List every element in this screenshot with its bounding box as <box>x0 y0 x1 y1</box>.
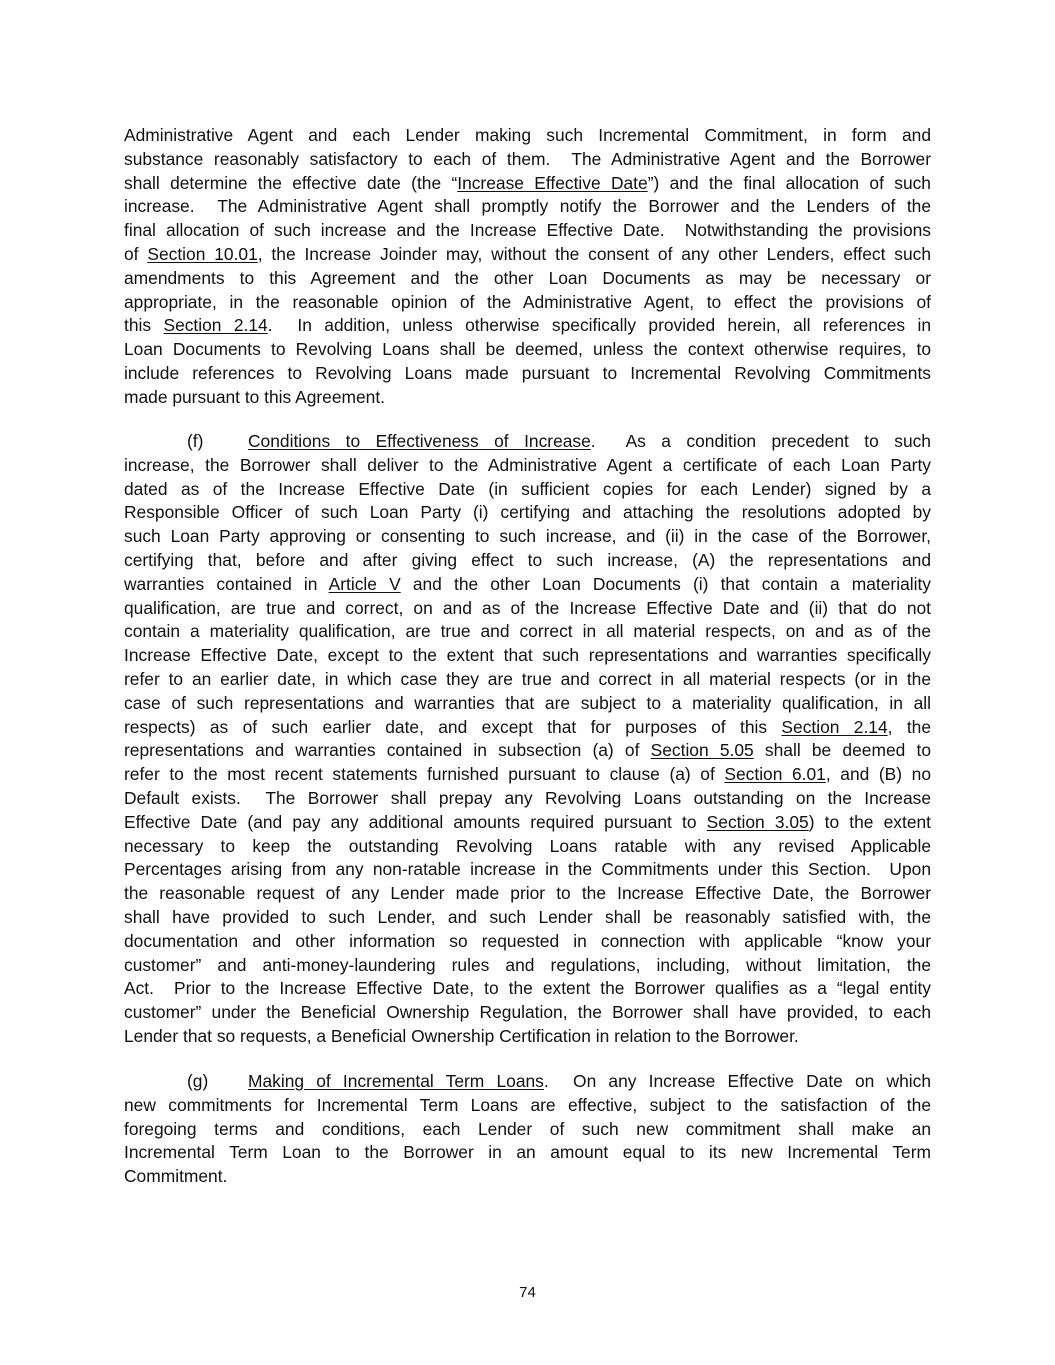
text-run: qualification, are true and correct, on and as of the Increase Effective Date and (ii) that do not <box>124 597 931 618</box>
text-run: customer” under the Beneficial Ownership Regulation, the Borrower shall have provided, to each <box>124 1002 931 1023</box>
text-line <box>124 930 931 954</box>
text-run: Effective Date (and pay any additional amounts required pursuant to <box>124 811 707 832</box>
text-run: . On any Increase Effective Date on which <box>543 1071 931 1091</box>
underlined-reference: Section 5.05 <box>650 740 754 761</box>
text-run: documentation and other information so requested in connection with applicable “know your <box>124 930 931 951</box>
text-run: appropriate, in the reasonable opinion of the Administrative Agent, to effect the provisions of <box>124 291 931 312</box>
text-run: case of such representations and warranties that are subject to a materiality qualification, in all <box>124 692 931 713</box>
text-line <box>124 763 931 787</box>
text-line <box>124 525 931 549</box>
text-line <box>124 267 931 291</box>
underlined-reference: Section 2.14 <box>163 315 268 336</box>
text-line <box>124 906 931 930</box>
underlined-reference: Section 2.14 <box>781 716 888 737</box>
text-run: new commitments for Incremental Term Loans are effective, subject to the satisfaction of the <box>124 1094 931 1115</box>
text-run: of <box>124 243 148 264</box>
underlined-reference: Conditions to Effectiveness of Increase <box>248 431 591 451</box>
text-run: ”) and the final allocation of such <box>647 172 931 193</box>
text-line <box>124 1118 931 1142</box>
text-line <box>124 291 931 315</box>
text-line <box>124 1141 931 1165</box>
text-line <box>124 243 931 267</box>
text-run: ) to the extent <box>808 811 931 832</box>
paragraph-g-incremental-term-loans <box>124 1070 931 1189</box>
text-line <box>124 362 931 386</box>
text-line <box>124 549 931 573</box>
text-run: necessary to keep the outstanding Revolving Loans ratable with any revised Applicable <box>124 835 931 856</box>
text-run: include references to Revolving Loans made pursuant to Incremental Revolving Commitments <box>124 362 931 383</box>
text-line <box>124 501 931 525</box>
text-line <box>124 430 931 454</box>
text-run: Increase Effective Date, except to the extent that such representations and warranties specifically <box>124 645 931 666</box>
underlined-reference: Making of Incremental Term Loans <box>248 1071 544 1091</box>
text-run: , and (B) no <box>825 764 931 785</box>
text-line <box>124 882 931 906</box>
text-run: substance reasonably satisfactory to each of them. The Administrative Agent and the Borrower <box>124 148 931 169</box>
text-run: , the <box>887 716 932 737</box>
text-line <box>124 692 931 716</box>
text-run: final allocation of such increase and the Increase Effective Date. Notwithstanding the provisions <box>124 220 931 241</box>
text-line <box>124 811 931 835</box>
text-line <box>124 478 931 502</box>
text-line <box>124 597 931 621</box>
text-run: Responsible Officer of such Loan Party (i) certifying and attaching the resolutions adopted by <box>124 502 931 523</box>
underlined-reference: Increase Effective Date <box>457 172 648 193</box>
text-line <box>124 1165 931 1189</box>
text-run: Act. Prior to the Increase Effective Date, to the extent the Borrower qualifies as a “legal entity <box>124 978 931 999</box>
section-marker: (g) <box>187 1071 209 1091</box>
section-marker: (f) <box>187 431 204 451</box>
underlined-reference: Section 3.05 <box>706 811 809 832</box>
page-number: 74 <box>519 1284 536 1301</box>
text-run: Commitment. <box>124 1166 228 1187</box>
paragraph-e-continued <box>124 124 931 410</box>
text-run: certifying that, before and after giving effect to such increase, (A) the representations and <box>124 549 931 570</box>
text-line <box>124 1070 931 1094</box>
text-run: respects) as of such earlier date, and except that for purposes of this <box>124 716 782 737</box>
text-run: contain a materiality qualification, are true and correct in all material respects, on and as of the <box>124 621 931 642</box>
text-run: increase. The Administrative Agent shall promptly notify the Borrower and the Lenders of the <box>124 196 931 217</box>
text-run: refer to the most recent statements furnished pursuant to clause (a) of <box>124 764 725 785</box>
text-run: foregoing terms and conditions, each Lender of such new commitment shall make an <box>124 1118 931 1139</box>
text-line <box>124 835 931 859</box>
text-line <box>124 124 931 148</box>
text-line <box>124 1001 931 1025</box>
text-run: . As a condition precedent to such <box>590 431 931 451</box>
text-run: Default exists. The Borrower shall prepay any Revolving Loans outstanding on the Increase <box>124 787 931 808</box>
text-line <box>124 219 931 243</box>
text-line <box>124 954 931 978</box>
text-line <box>124 858 931 882</box>
text-line <box>124 716 931 740</box>
text-run: increase, the Borrower shall deliver to the Administrative Agent a certificate of each Loan Party <box>124 454 931 475</box>
text-run: amendments to this Agreement and the other Loan Documents as may be necessary or <box>124 267 931 288</box>
text-line <box>124 644 931 668</box>
text-run: dated as of the Increase Effective Date (in sufficient copies for each Lender) signed by a <box>124 478 931 499</box>
text-run: shall determine the effective date (the “ <box>124 172 458 193</box>
text-run: refer to an earlier date, in which case they are true and correct in all material respects (or in the <box>124 668 931 689</box>
text-line <box>124 454 931 478</box>
text-line <box>124 386 931 410</box>
text-line <box>124 148 931 172</box>
text-run: Percentages arising from any non-ratable increase in the Commitments under this Section. Upon <box>124 859 931 880</box>
text-line <box>124 1025 931 1049</box>
text-line <box>124 338 931 362</box>
text-line <box>124 739 931 763</box>
text-run: and the other Loan Documents (i) that contain a materiality <box>400 573 931 594</box>
text-line <box>124 787 931 811</box>
text-run: Administrative Agent and each Lender making such Incremental Commitment, in form and <box>124 125 931 145</box>
text-run: this <box>124 315 164 336</box>
text-run: . In addition, unless otherwise specifically provided herein, all references in <box>267 315 931 336</box>
text-run: Loan Documents to Revolving Loans shall be deemed, unless the context otherwise requires, to <box>124 339 931 360</box>
underlined-reference: Article V <box>328 573 401 594</box>
text-run: , the Increase Joinder may, without the consent of any other Lenders, effect such <box>257 243 931 264</box>
text-line <box>124 977 931 1001</box>
text-run: Lender that so requests, a Beneficial Ownership Certification in relation to the Borrower. <box>124 1025 799 1046</box>
text-line <box>124 314 931 338</box>
text-run: such Loan Party approving or consenting to such increase, and (ii) in the case of the Borrower, <box>124 526 931 547</box>
text-line <box>124 573 931 597</box>
text-line <box>124 1094 931 1118</box>
text-run: warranties contained in <box>124 573 329 594</box>
text-line <box>124 172 931 196</box>
underlined-reference: Section 6.01 <box>724 764 826 785</box>
text-run: shall have provided to such Lender, and such Lender shall be reasonably satisfied with, the <box>124 906 931 927</box>
text-line <box>124 620 931 644</box>
text-run: shall be deemed to <box>753 740 931 761</box>
text-run: customer” and anti-money-laundering rules and regulations, including, without limitation, the <box>124 954 931 975</box>
text-line <box>124 668 931 692</box>
paragraph-f-conditions-to-effectiveness <box>124 430 931 1049</box>
text-run: Incremental Term Loan to the Borrower in an amount equal to its new Incremental Term <box>124 1142 931 1163</box>
text-run: representations and warranties contained in subsection (a) of <box>124 740 651 761</box>
text-run: made pursuant to this Agreement. <box>124 386 386 407</box>
underlined-reference: Section 10.01 <box>147 243 258 264</box>
text-run: the reasonable request of any Lender made prior to the Increase Effective Date, the Borrower <box>124 883 931 904</box>
text-line <box>124 195 931 219</box>
